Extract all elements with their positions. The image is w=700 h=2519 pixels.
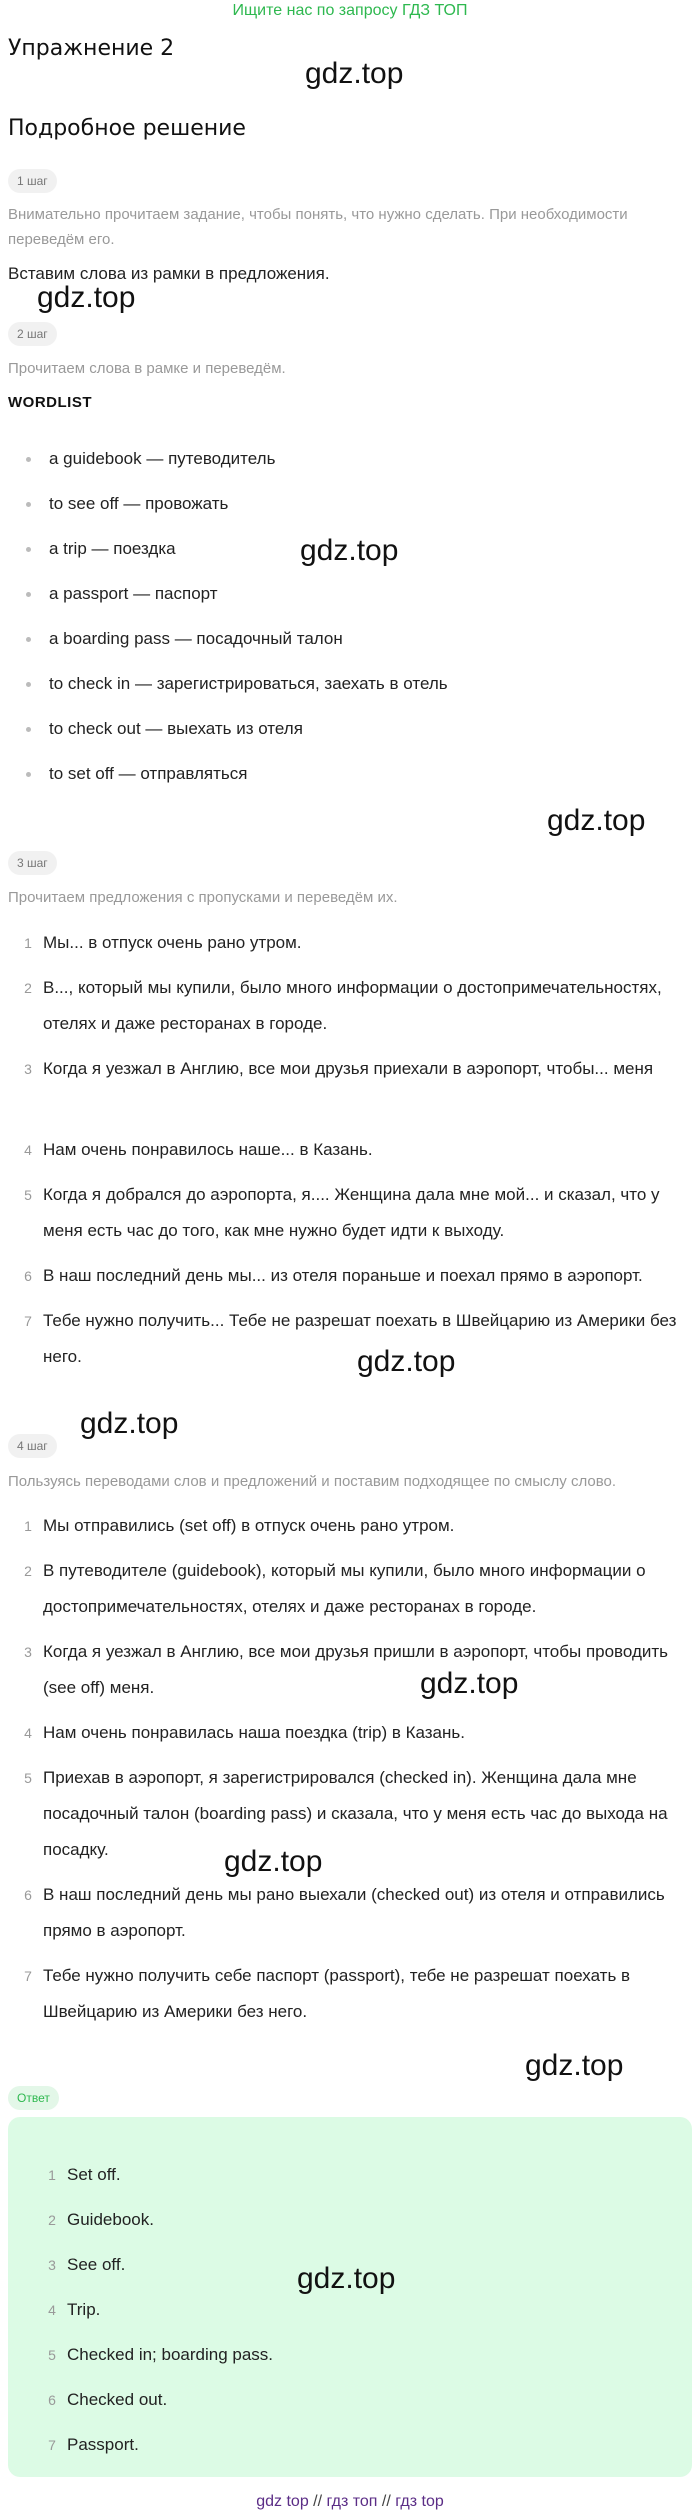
- list-item: a boarding pass — посадочный талон: [0, 624, 700, 654]
- watermark: gdz.top: [305, 57, 404, 90]
- step-4-hint: Пользуясь переводами слов и предложений и поставим подходящее по смыслу слово.: [8, 1473, 617, 1490]
- item-number: 5: [24, 1770, 32, 1786]
- answer-badge: Ответ: [8, 2086, 59, 2110]
- bullet-icon: [26, 547, 31, 552]
- item-number: 6: [48, 2392, 56, 2408]
- footer-separator: //: [313, 2493, 323, 2510]
- item-number: 2: [24, 980, 32, 996]
- bullet-icon: [26, 457, 31, 462]
- bullet-icon: [26, 727, 31, 732]
- item-number: 2: [48, 2212, 56, 2228]
- item-number: 7: [24, 1313, 32, 1329]
- item-number: 6: [24, 1887, 32, 1903]
- item-number: 7: [24, 1968, 32, 1984]
- footer-separator: //: [381, 2493, 391, 2510]
- watermark: gdz.top: [357, 1345, 456, 1378]
- footer-link-gdz-top-ru[interactable]: гдз топ: [326, 2493, 378, 2510]
- bullet-icon: [26, 682, 31, 687]
- watermark: gdz.top: [224, 1845, 323, 1878]
- item-number: 2: [24, 1563, 32, 1579]
- bullet-icon: [26, 772, 31, 777]
- step-1-text: Вставим слова из рамки в предложения.: [8, 264, 330, 283]
- step-badge-3: 3 шаг: [8, 851, 57, 875]
- watermark: gdz.top: [547, 804, 646, 837]
- list-item: to check out — выехать из отеля: [0, 714, 700, 744]
- watermark: gdz.top: [525, 2049, 624, 2082]
- list-item: to check in — зарегистрироваться, заехать в отель: [0, 669, 700, 699]
- item-number: 3: [48, 2257, 56, 2273]
- item-number: 5: [48, 2347, 56, 2363]
- list-item: to see off — провожать: [0, 489, 700, 519]
- footer-link-gdz-top-mixed[interactable]: гдз top: [395, 2493, 444, 2510]
- step-badge-2: 2 шаг: [8, 322, 57, 346]
- watermark: gdz.top: [80, 1407, 179, 1440]
- section-title: Подробное решение: [8, 116, 246, 141]
- footer-links: [0, 2490, 700, 2514]
- item-number: 6: [24, 1268, 32, 1284]
- bullet-icon: [26, 637, 31, 642]
- watermark: gdz.top: [420, 1667, 519, 1700]
- watermark: gdz.top: [37, 281, 136, 314]
- list-item: a passport — паспорт: [0, 579, 700, 609]
- list-item: to set off — отправляться: [0, 759, 700, 789]
- bullet-icon: [26, 592, 31, 597]
- item-number: 4: [24, 1142, 32, 1158]
- footer-link-gdz-top[interactable]: gdz top: [256, 2493, 309, 2510]
- watermark: gdz.top: [300, 534, 399, 567]
- item-number: 4: [48, 2302, 56, 2318]
- item-number: 4: [24, 1725, 32, 1741]
- step-2-hint: Прочитаем слова в рамке и переведём.: [8, 360, 286, 377]
- watermark: gdz.top: [297, 2262, 396, 2295]
- step-badge-4: 4 шаг: [8, 1434, 57, 1458]
- item-number: 3: [24, 1061, 32, 1077]
- step-1-hint: Внимательно прочитаем задание, чтобы понять, что нужно сделать. При необходимости переведём его.: [8, 206, 628, 248]
- list-item: a trip — поездка: [0, 534, 700, 564]
- item-number: 1: [24, 935, 32, 951]
- wordlist-title: WORDLIST: [8, 394, 92, 411]
- item-number: 7: [48, 2437, 56, 2453]
- step-3-hint: Прочитаем предложения с пропусками и переведём их.: [8, 889, 398, 906]
- top-banner: Ищите нас по запросу ГДЗ ТОП: [232, 2, 468, 19]
- item-number: 5: [24, 1187, 32, 1203]
- item-number: 3: [24, 1644, 32, 1660]
- step-badge-1: 1 шаг: [8, 169, 57, 193]
- item-number: 1: [24, 1518, 32, 1534]
- item-number: 1: [48, 2167, 56, 2183]
- bullet-icon: [26, 502, 31, 507]
- page-title: Упражнение 2: [8, 36, 175, 61]
- list-item: a guidebook — путеводитель: [0, 444, 700, 474]
